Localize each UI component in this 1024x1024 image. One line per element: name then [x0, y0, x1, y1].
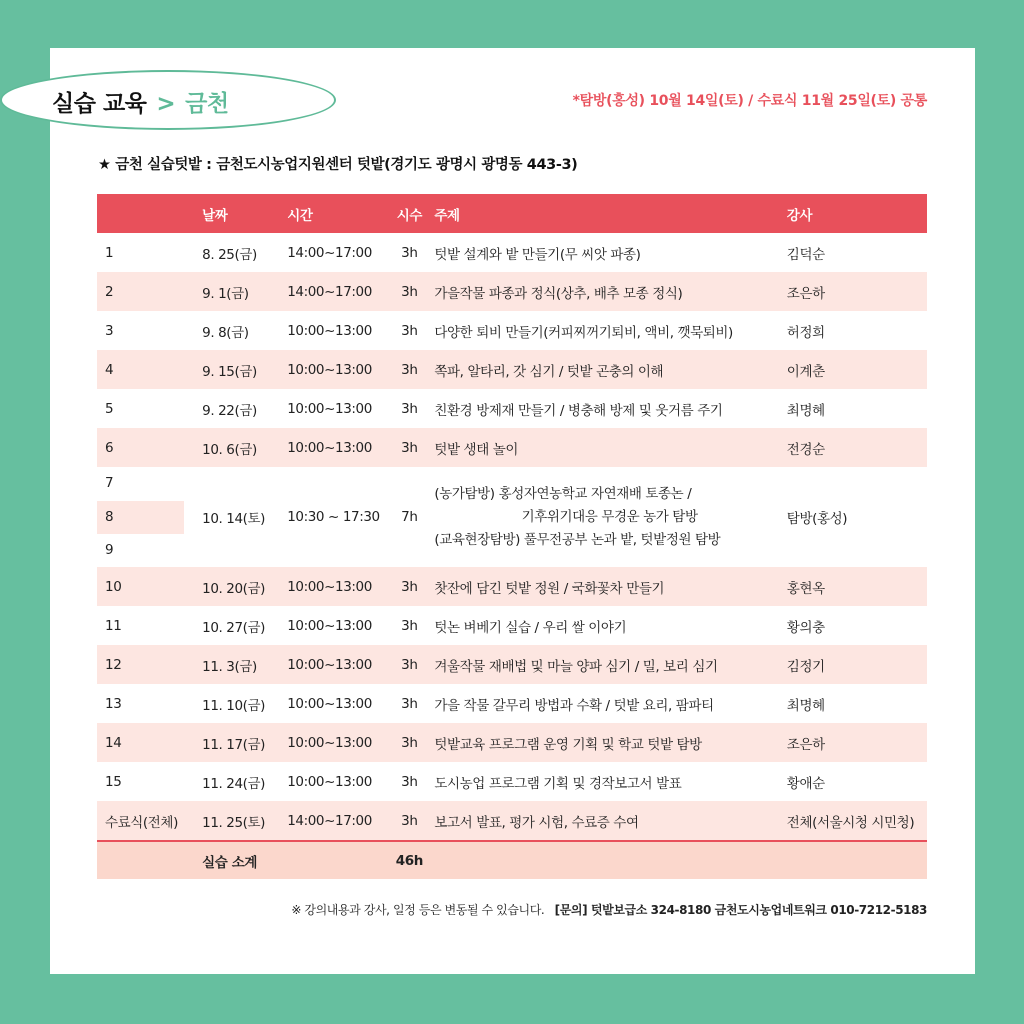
cell-no: 5 — [97, 389, 202, 428]
title-arrow: > — [156, 91, 176, 117]
cell-instructor: 최명혜 — [785, 389, 927, 428]
cell-date: 9. 15(금) — [202, 350, 287, 389]
poster-card — [50, 48, 975, 974]
header-time: 시간 — [287, 194, 392, 233]
cell-date: 11. 24(금) — [202, 762, 287, 801]
header-hours: 시수 — [392, 194, 426, 233]
table-row — [97, 428, 927, 467]
cell-date: 10. 27(금) — [202, 606, 287, 645]
cell-time: 10:00~13:00 — [287, 723, 392, 762]
cell-no: 11 — [97, 606, 202, 645]
title-main: 실습 교육 — [52, 91, 147, 117]
cell-date: 9. 1(금) — [202, 272, 287, 311]
table-row — [97, 272, 927, 311]
cell-date: 11. 17(금) — [202, 723, 287, 762]
header-topic: 주제 — [426, 194, 784, 233]
table-row — [97, 645, 927, 684]
location-heading: ★ 금천 실습텃밭 : 금천도시농업지원센터 텃밭(경기도 광명시 광명동 443-3) — [98, 157, 578, 173]
cell-no: 수료식(전체) — [97, 801, 202, 841]
header-instructor: 강사 — [785, 194, 927, 233]
cell-topic — [426, 467, 784, 567]
summary-empty — [97, 841, 202, 879]
summary-row — [97, 841, 927, 879]
schedule-notice: *탐방(홍성) 10월 14일(토) / 수료식 11월 25일(토) 공통 — [572, 93, 927, 109]
cell-date: 11. 3(금) — [202, 645, 287, 684]
schedule-table — [97, 194, 927, 879]
cell-time: 10:00~13:00 — [287, 567, 392, 606]
cell-no: 8 — [97, 501, 184, 534]
cell-time: 14:00~17:00 — [287, 272, 392, 311]
cell-time: 10:00~13:00 — [287, 311, 392, 350]
cell-hours: 3h — [392, 684, 426, 723]
cell-date: 10. 14(토) — [202, 467, 287, 567]
table-row — [97, 606, 927, 645]
table-row — [97, 723, 927, 762]
cell-instructor: 탐방(홍성) — [785, 467, 927, 567]
cell-topic: 가을 작물 갈무리 방법과 수확 / 텃밭 요리, 팜파티 — [426, 684, 784, 723]
cell-hours: 3h — [392, 567, 426, 606]
cell-no: 15 — [97, 762, 202, 801]
cell-topic: 텃밭 설계와 밭 만들기(무 씨앗 파종) — [426, 233, 784, 272]
cell-instructor: 조은하 — [785, 272, 927, 311]
cell-topic: 친환경 방제재 만들기 / 병충해 방제 및 웃거름 주기 — [426, 389, 784, 428]
topic-line: 기후위기대응 무경운 농가 탐방 — [521, 508, 698, 525]
table-header-row — [97, 194, 927, 233]
cell-instructor: 조은하 — [785, 723, 927, 762]
cell-time: 10:00~13:00 — [287, 428, 392, 467]
cell-hours: 3h — [392, 645, 426, 684]
cell-time: 10:00~13:00 — [287, 606, 392, 645]
topic-line: (농가탐방) 홍성자연농학교 자연재배 토종논 / — [434, 485, 692, 502]
cell-topic: 텃밭교육 프로그램 운영 기획 및 학교 텃밭 탐방 — [426, 723, 784, 762]
cell-date: 10. 6(금) — [202, 428, 287, 467]
cell-topic: 겨울작물 재배법 및 마늘 양파 심기 / 밀, 보리 심기 — [426, 645, 784, 684]
cell-time: 10:00~13:00 — [287, 645, 392, 684]
cell-date: 10. 20(금) — [202, 567, 287, 606]
cell-no: 12 — [97, 645, 202, 684]
summary-empty — [785, 841, 927, 879]
cell-hours: 3h — [392, 723, 426, 762]
footer-note — [291, 901, 927, 918]
cell-no-stack — [97, 467, 202, 567]
cell-no: 1 — [97, 233, 202, 272]
cell-no: 6 — [97, 428, 202, 467]
cell-hours: 3h — [392, 233, 426, 272]
cell-no: 9 — [105, 542, 114, 558]
table-row — [97, 311, 927, 350]
cell-instructor: 황의충 — [785, 606, 927, 645]
table-row — [97, 233, 927, 272]
table-row — [97, 801, 927, 841]
cell-instructor: 이계춘 — [785, 350, 927, 389]
cell-hours: 3h — [392, 762, 426, 801]
cell-topic: 쪽파, 알타리, 갓 심기 / 텃밭 곤충의 이해 — [426, 350, 784, 389]
cell-hours: 3h — [392, 801, 426, 841]
cell-time: 14:00~17:00 — [287, 801, 392, 841]
table-row — [97, 350, 927, 389]
change-notice: ※ 강의내용과 강사, 일정 등은 변동될 수 있습니다. — [291, 903, 545, 917]
cell-topic: 찻잔에 담긴 텃밭 정원 / 국화꽃차 만들기 — [426, 567, 784, 606]
cell-time: 10:00~13:00 — [287, 762, 392, 801]
cell-hours: 3h — [392, 428, 426, 467]
summary-empty — [426, 841, 784, 879]
cell-hours: 3h — [392, 272, 426, 311]
cell-hours: 7h — [392, 467, 426, 567]
cell-no: 7 — [105, 475, 114, 491]
cell-hours: 3h — [392, 389, 426, 428]
cell-instructor: 홍현옥 — [785, 567, 927, 606]
cell-topic: 텃밭 생태 놀이 — [426, 428, 784, 467]
cell-hours: 3h — [392, 606, 426, 645]
cell-no: 14 — [97, 723, 202, 762]
cell-instructor: 최명혜 — [785, 684, 927, 723]
cell-time: 10:30 ~ 17:30 — [287, 467, 392, 567]
cell-instructor: 김정기 — [785, 645, 927, 684]
cell-date: 11. 25(토) — [202, 801, 287, 841]
table-row — [97, 762, 927, 801]
cell-no: 4 — [97, 350, 202, 389]
cell-topic: 텃논 벼베기 실습 / 우리 쌀 이야기 — [426, 606, 784, 645]
summary-label: 실습 소계 — [202, 841, 392, 879]
table-row — [97, 567, 927, 606]
cell-no: 3 — [97, 311, 202, 350]
cell-time: 10:00~13:00 — [287, 389, 392, 428]
summary-hours: 46h — [392, 841, 426, 879]
table-row — [97, 389, 927, 428]
cell-topic: 도시농업 프로그램 기획 및 경작보고서 발표 — [426, 762, 784, 801]
cell-time: 10:00~13:00 — [287, 350, 392, 389]
cell-instructor: 전경순 — [785, 428, 927, 467]
cell-hours: 3h — [392, 311, 426, 350]
cell-no: 10 — [97, 567, 202, 606]
table-row — [97, 684, 927, 723]
title-sub: 금천 — [185, 91, 229, 117]
cell-no: 13 — [97, 684, 202, 723]
table-row-field-trip — [97, 467, 927, 567]
cell-topic: 보고서 발표, 평가 시험, 수료증 수여 — [426, 801, 784, 841]
cell-no: 2 — [97, 272, 202, 311]
cell-instructor: 전체(서울시청 시민청) — [785, 801, 927, 841]
cell-time: 10:00~13:00 — [287, 684, 392, 723]
page-title — [52, 85, 229, 118]
cell-instructor: 김덕순 — [785, 233, 927, 272]
cell-instructor: 황애순 — [785, 762, 927, 801]
cell-date: 9. 8(금) — [202, 311, 287, 350]
cell-topic: 다양한 퇴비 만들기(커피찌꺼기퇴비, 액비, 깻묵퇴비) — [426, 311, 784, 350]
header-no — [97, 194, 202, 233]
cell-date: 8. 25(금) — [202, 233, 287, 272]
cell-date: 9. 22(금) — [202, 389, 287, 428]
topic-line: (교육현장탐방) 풀무전공부 논과 밭, 텃밭정원 탐방 — [434, 531, 721, 548]
cell-hours: 3h — [392, 350, 426, 389]
cell-instructor: 허정희 — [785, 311, 927, 350]
cell-topic: 가을작물 파종과 정식(상추, 배추 모종 정식) — [426, 272, 784, 311]
cell-time: 14:00~17:00 — [287, 233, 392, 272]
cell-date: 11. 10(금) — [202, 684, 287, 723]
header-date: 날짜 — [202, 194, 287, 233]
contact-info: [문의] 텃밭보급소 324-8180 금천도시농업네트워크 010-7212-5183 — [554, 903, 927, 917]
